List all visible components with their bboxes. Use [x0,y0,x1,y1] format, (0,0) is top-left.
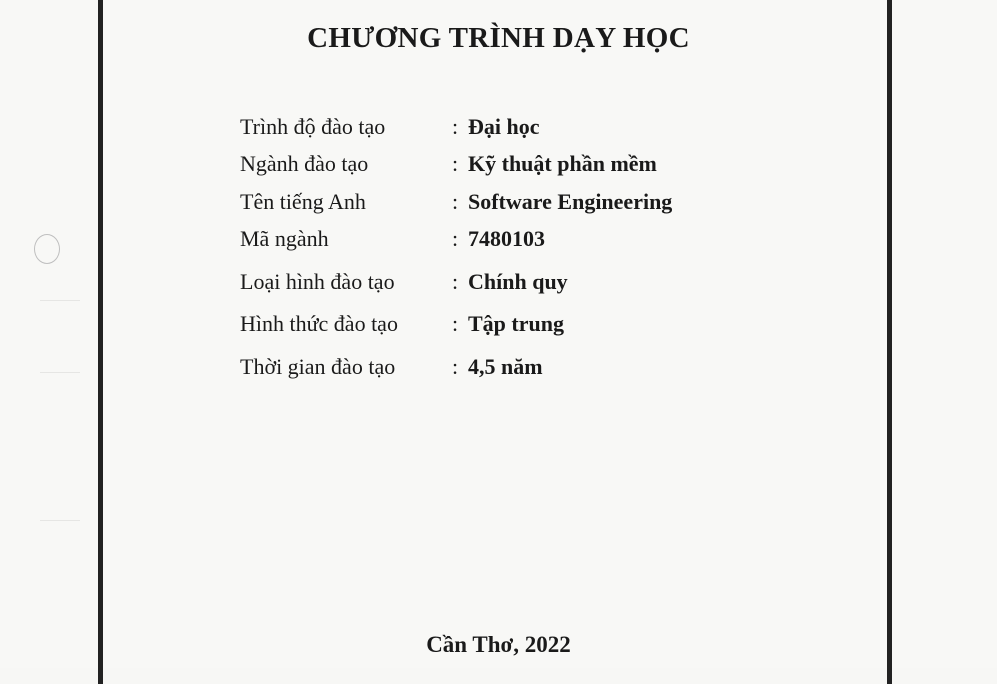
field-label: Hình thức đào tạo [240,311,398,336]
punch-hole-mark [34,234,60,264]
scan-artifact-line [40,372,80,373]
scan-artifact-line [40,520,80,521]
field-row-level [240,114,540,144]
document-title: CHƯƠNG TRÌNH DẠY HỌC [307,22,690,54]
field-separator: : [452,189,459,214]
field-row-duration [240,354,543,384]
field-label: Loại hình đào tạo [240,269,395,294]
field-separator: : [452,311,459,336]
field-value: Tập trung [468,311,564,336]
field-value: 4,5 năm [468,354,543,379]
field-row-english-name [240,189,672,219]
field-value: 7480103 [468,226,545,251]
field-label: Thời gian đào tạo [240,354,396,379]
field-value: Đại học [468,114,540,139]
field-separator: : [452,151,459,176]
field-separator: : [452,354,459,379]
field-separator: : [452,269,459,294]
field-value: Chính quy [468,269,568,294]
field-separator: : [452,226,459,251]
field-row-major-code [240,226,545,256]
field-row-training-form [240,311,564,341]
field-value: Software Engineering [468,189,673,214]
field-label: Trình độ đào tạo [240,114,386,139]
field-value: Kỹ thuật phần mềm [468,151,657,176]
field-label: Tên tiếng Anh [240,189,366,214]
field-separator: : [452,114,459,139]
scan-artifact-line [40,300,80,301]
field-label: Mã ngành [240,226,329,251]
field-label: Ngành đào tạo [240,151,369,176]
field-row-major [240,151,657,181]
place-and-year: Cần Thơ, 2022 [426,632,571,657]
field-row-training-type [240,269,568,299]
page-border-frame [98,0,892,684]
